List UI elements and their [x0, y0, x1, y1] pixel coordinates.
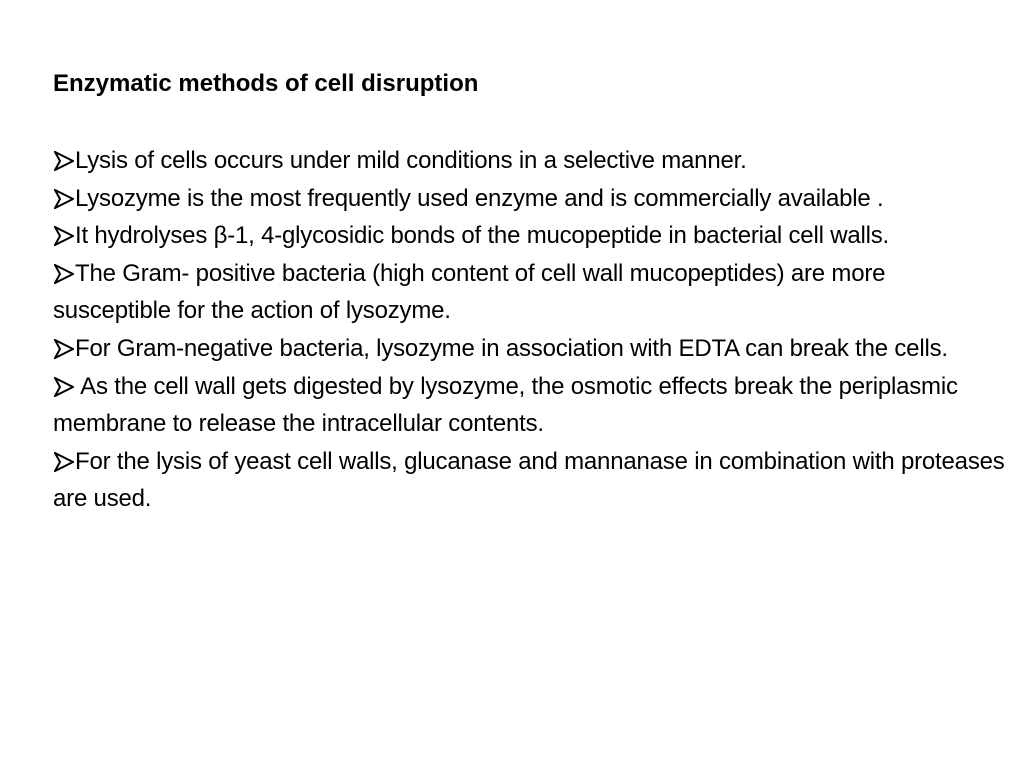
- arrowhead-bullet-icon: [53, 330, 75, 368]
- slide-title: Enzymatic methods of cell disruption: [53, 70, 479, 97]
- bullet-item: [53, 368, 1005, 443]
- bullet-item: [53, 217, 1005, 255]
- arrowhead-bullet-icon: [53, 217, 75, 255]
- arrowhead-bullet-icon: [53, 142, 75, 180]
- bullet-text: Lysozyme is the most frequently used enzyme and is commercially available .: [75, 184, 884, 212]
- bullet-text: For Gram-negative bacteria, lysozyme in association with EDTA can break the cells.: [75, 334, 948, 362]
- arrowhead-bullet-icon: [53, 368, 75, 406]
- arrowhead-bullet-icon: [53, 255, 75, 293]
- bullet-item: [53, 142, 1005, 180]
- arrowhead-bullet-icon: [53, 180, 75, 218]
- bullet-item: [53, 255, 1005, 330]
- bullet-item: [53, 443, 1005, 518]
- bullet-item: [53, 330, 1005, 368]
- bullet-item: [53, 180, 1005, 218]
- bullet-text: As the cell wall gets digested by lysozyme, the osmotic effects break the periplasmic membrane to release the intracellular contents.: [53, 372, 958, 438]
- bullet-text: Lysis of cells occurs under mild conditions in a selective manner.: [75, 147, 747, 174]
- bullet-text: For the lysis of yeast cell walls, glucanase and mannanase in combination with proteases are used.: [53, 447, 1005, 513]
- arrowhead-bullet-icon: [53, 443, 75, 481]
- bullet-text: It hydrolyses β-1, 4-glycosidic bonds of the mucopeptide in bacterial cell walls.: [75, 222, 890, 250]
- bullet-list: [53, 142, 1005, 518]
- bullet-text: The Gram- positive bacteria (high content of cell wall mucopeptides) are more susceptible for the action of lysozyme.: [53, 259, 886, 325]
